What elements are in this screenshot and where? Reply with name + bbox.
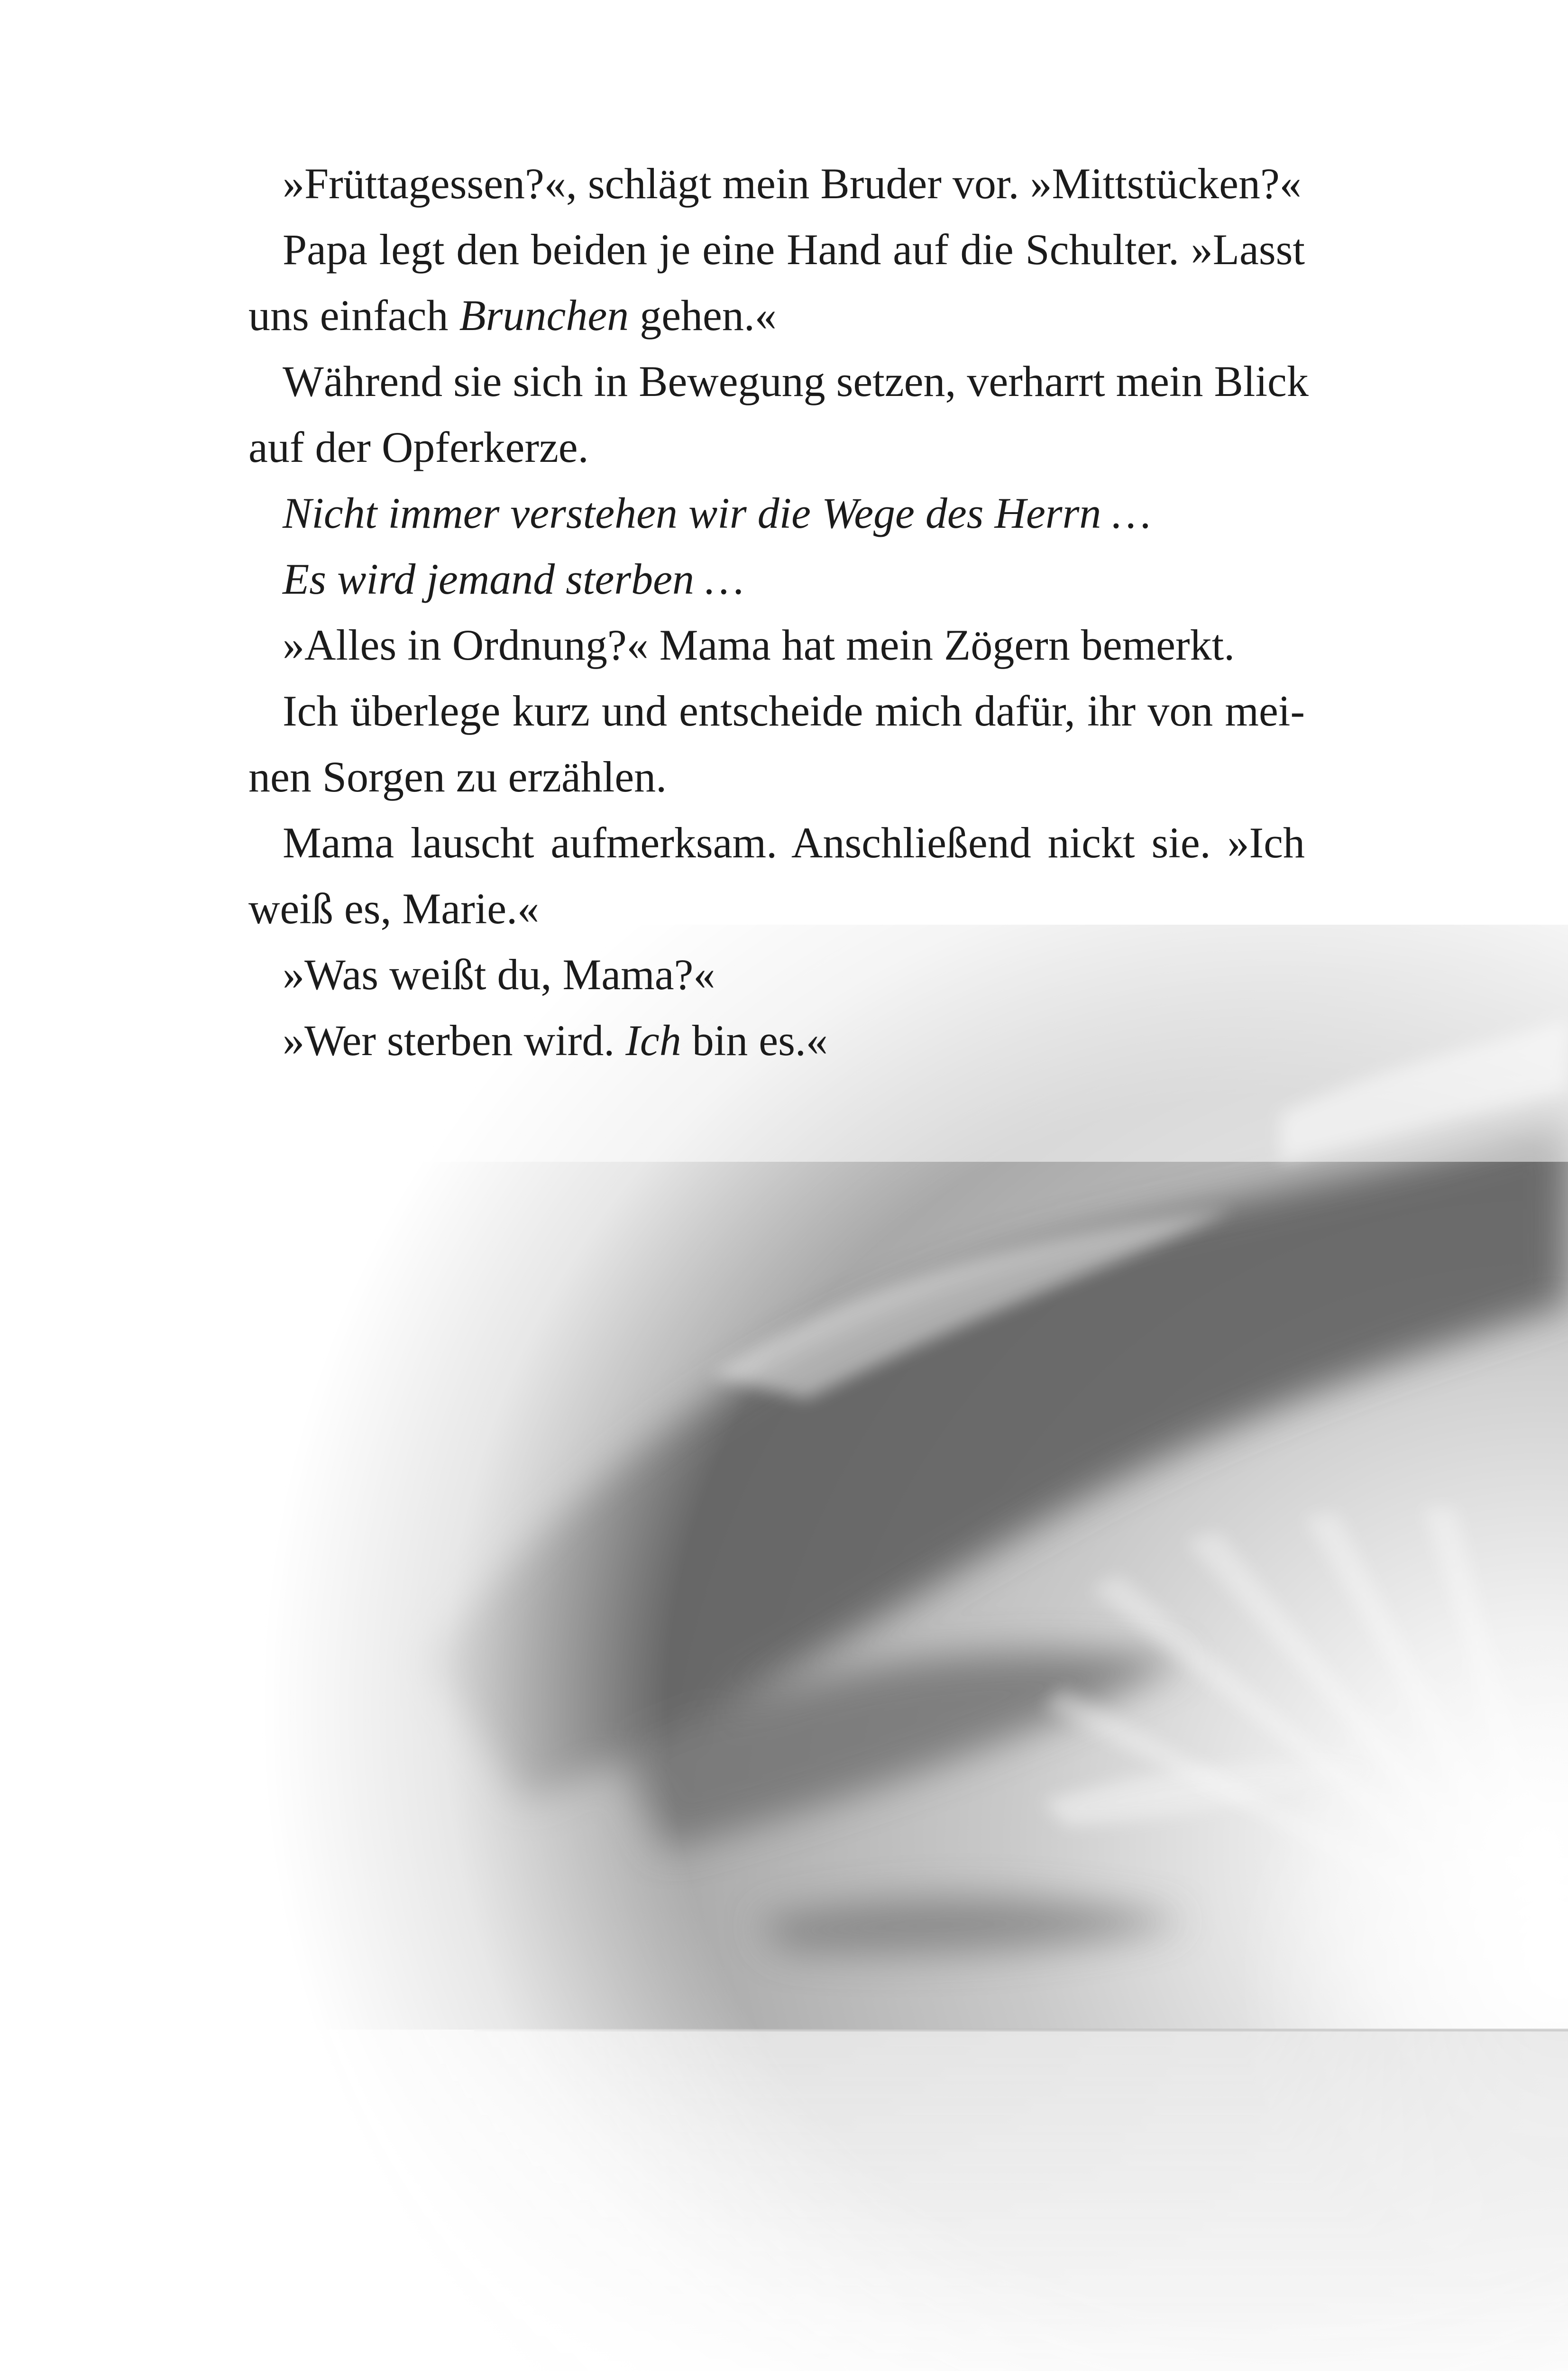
text-segment: auf der Opferkerze. — [248, 423, 589, 471]
text-segment: Papa legt den beiden je eine Hand auf die Schulter. »Lasst — [283, 225, 1305, 274]
text-segment: gehen.« — [629, 291, 777, 340]
paragraph — [214, 810, 1305, 942]
italic-text: Es wird jemand sterben … — [283, 555, 744, 603]
text-line — [214, 678, 1305, 744]
text-segment: bin es.« — [681, 1016, 828, 1065]
italic-text: Nicht immer verstehen wir die Wege des Herrn … — [283, 489, 1151, 537]
paragraph — [214, 678, 1305, 810]
italic-text: Brunchen — [459, 291, 629, 340]
text-segment: »Früttagessen?«, schlägt mein Bruder vor. »Mittstücken?« — [283, 159, 1302, 208]
paragraph — [214, 217, 1305, 349]
story-text — [214, 151, 1309, 1074]
text-line — [214, 217, 1305, 283]
paragraph — [214, 612, 1305, 678]
text-segment: Während sie sich in Bewegung setzen, verharrt mein Blick — [283, 357, 1309, 405]
paragraph — [214, 1008, 1305, 1074]
paragraph — [214, 546, 1305, 612]
text-line — [214, 744, 1305, 810]
text-segment: Mama lauscht aufmerksam. Anschließend nickt sie. »Ich — [283, 818, 1305, 867]
paragraph — [214, 480, 1305, 546]
paragraph — [214, 942, 1305, 1008]
paragraph — [214, 349, 1309, 480]
paragraph — [214, 151, 1305, 217]
text-line — [214, 546, 1305, 612]
text-line — [214, 1008, 1305, 1074]
text-segment: uns einfach — [248, 291, 459, 340]
text-segment: nen Sorgen zu erzählen. — [248, 753, 667, 801]
text-line — [214, 283, 1305, 349]
text-line — [214, 876, 1305, 942]
text-segment: »Alles in Ordnung?« Mama hat mein Zögern bemerkt. — [283, 621, 1235, 669]
text-segment: Ich überlege kurz und entscheide mich dafür, ihr von mei- — [283, 687, 1305, 735]
text-line — [214, 612, 1305, 678]
text-line — [214, 349, 1309, 414]
text-line — [214, 942, 1305, 1008]
text-segment: »Wer sterben wird. — [283, 1016, 626, 1065]
text-segment: »Was weißt du, Mama?« — [283, 950, 715, 999]
text-line — [214, 414, 1305, 480]
italic-text: Ich — [625, 1016, 681, 1065]
text-line — [214, 810, 1305, 876]
text-line — [214, 480, 1305, 546]
text-segment: weiß es, Marie.« — [248, 884, 540, 933]
text-line — [214, 151, 1305, 217]
